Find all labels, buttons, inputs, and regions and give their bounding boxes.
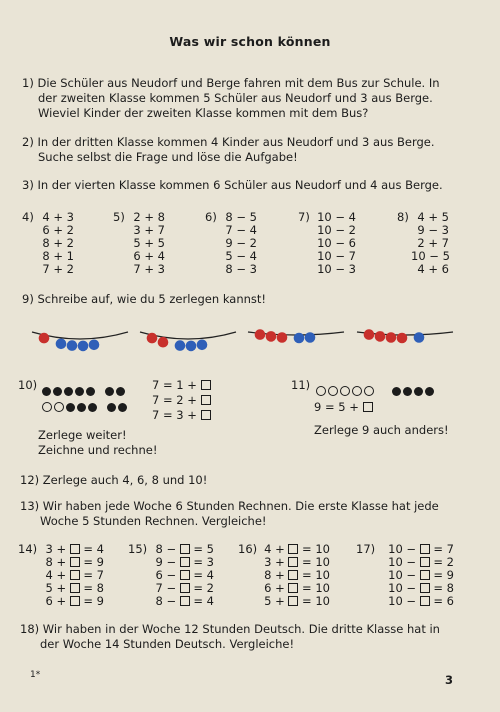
answer-box (420, 544, 430, 554)
page-number: 3 (445, 673, 454, 687)
answer-box (288, 544, 298, 554)
sum-row: 8 + 2 (42, 236, 74, 250)
red-bead (364, 329, 375, 340)
answer-box (180, 596, 190, 606)
sum-row: 10 − 2 (317, 223, 356, 237)
task-10-dots-row-2 (42, 397, 129, 416)
equation-right: = 4 (189, 594, 214, 608)
equation-right: = 9 (79, 555, 104, 569)
equation-left: 8 + (264, 568, 289, 582)
task-7-label: 7) (298, 210, 310, 224)
equation-right: = 8 (429, 581, 454, 595)
answer-box (70, 570, 80, 580)
sum-row: 5 + 5 (133, 236, 165, 250)
sum-row: 6 + 2 (42, 223, 74, 237)
bead-strings (0, 318, 500, 364)
answer-box (420, 570, 430, 580)
equation-right: = 4 (79, 542, 104, 556)
equation-right: = 10 (298, 555, 330, 569)
answer-box (70, 557, 80, 567)
task-2-line: Suche selbst die Frage und löse die Aufgabe! (38, 150, 298, 164)
blue-bead (67, 340, 78, 351)
sum-row: 6 + 4 (133, 249, 165, 263)
equation-right: = 7 (79, 568, 104, 582)
equation-right: = 5 (189, 542, 214, 556)
task-10-instructions (38, 428, 157, 458)
sum-row: 3 + 7 (133, 223, 165, 237)
equation-right: = 10 (298, 581, 330, 595)
sum-row: 2 + 8 (133, 210, 165, 224)
task-3: 3) In der vierten Klasse kommen 6 Schüler aus Neudorf und 4 aus Berge. (22, 178, 443, 192)
equation: 7 = 2 + (152, 393, 211, 408)
equation (378, 595, 454, 608)
equation: 7 = 3 + (152, 408, 211, 423)
blue-bead (89, 340, 100, 351)
blue-bead (175, 340, 186, 351)
print-mark: 1* (30, 670, 41, 680)
task-18-line: 18) Wir haben in der Woche 12 Stunden Deutsch. Die dritte Klasse hat in (20, 622, 440, 636)
task-6-label: 6) (205, 210, 217, 224)
equation-right: = 8 (79, 581, 104, 595)
task-7 (298, 211, 356, 276)
sum-row: 8 − 5 (225, 210, 257, 224)
task-11-equation: 9 = 5 + (314, 400, 373, 415)
equation-right: = 7 (429, 542, 454, 556)
equation-left: 10 − (388, 555, 420, 569)
sum-row: 7 − 4 (225, 223, 257, 237)
task-1-line: der zweiten Klasse kommen 5 Schüler aus Neudorf und 3 aus Berge. (38, 91, 433, 105)
equation-right: = 10 (298, 568, 330, 582)
equation-left: 5 + (264, 594, 289, 608)
equation-left: 7 − (155, 581, 180, 595)
equation-left: 10 − (388, 542, 420, 556)
answer-box (201, 380, 211, 390)
task-4-label: 4) (22, 210, 34, 224)
sum-row: 8 − 3 (225, 262, 257, 276)
task-18-line: der Woche 14 Stunden Deutsch. Vergleiche! (40, 637, 295, 651)
red-bead (375, 331, 386, 342)
answer-box (180, 583, 190, 593)
red-bead (266, 331, 277, 342)
answer-box (420, 596, 430, 606)
equation-right: = 10 (298, 542, 330, 556)
sum-row: 5 − 4 (225, 249, 257, 263)
task-16 (238, 543, 330, 608)
equation-left: 8 + (45, 555, 70, 569)
equation-left: 3 + (45, 542, 70, 556)
equation-left: 8 − (155, 594, 180, 608)
task-10-equations (152, 378, 211, 423)
answer-box (288, 596, 298, 606)
equation (150, 595, 214, 608)
task-1 (22, 76, 440, 121)
red-bead (255, 329, 266, 340)
equation-left: 10 − (388, 568, 420, 582)
blue-bead (305, 332, 316, 343)
answer-box (70, 583, 80, 593)
blue-bead (197, 340, 208, 351)
sum-row: 10 − 6 (317, 236, 356, 250)
equation-left: 3 + (264, 555, 289, 569)
answer-box (288, 570, 298, 580)
equation-right: = 4 (189, 568, 214, 582)
red-bead (386, 332, 397, 343)
sum-row: 7 + 2 (42, 262, 74, 276)
sum-row: 7 + 3 (133, 262, 165, 276)
answer-box (288, 583, 298, 593)
blue-bead (414, 332, 425, 343)
equation-left: 4 + (264, 542, 289, 556)
instruction-line: Zerlege weiter! (38, 428, 127, 442)
red-bead (277, 332, 288, 343)
task-15 (128, 543, 214, 608)
answer-box (420, 583, 430, 593)
equation-right: = 9 (429, 568, 454, 582)
instruction-line: Zeichne und rechne! (38, 443, 158, 457)
task-label: 14) (18, 542, 38, 556)
task-17 (356, 543, 454, 608)
task-label: 16) (238, 542, 258, 556)
task-9: 9) Schreibe auf, wie du 5 zerlegen kannst! (22, 292, 267, 306)
task-12: 12) Zerlege auch 4, 6, 8 und 10! (20, 473, 208, 487)
answer-box (70, 596, 80, 606)
equation-right: = 2 (189, 581, 214, 595)
equation-right: = 6 (429, 594, 454, 608)
task-18 (20, 622, 440, 652)
equation-right: = 2 (429, 555, 454, 569)
red-bead (158, 337, 169, 348)
equation (260, 595, 330, 608)
task-11-label: 11) (291, 378, 311, 392)
task-label: 15) (128, 542, 148, 556)
task-11-instruction: Zerlege 9 auch anders! (314, 423, 449, 437)
blue-bead (186, 341, 197, 352)
sum-row: 9 − 2 (225, 236, 257, 250)
equation-left: 10 − (388, 581, 420, 595)
task-6 (205, 211, 257, 276)
sum-row: 9 − 3 (417, 223, 449, 237)
sum-row: 8 + 1 (42, 249, 74, 263)
blue-bead (294, 333, 305, 344)
answer-box (420, 557, 430, 567)
equation-left: 10 − (388, 594, 420, 608)
answer-box (180, 544, 190, 554)
task-5 (113, 211, 165, 276)
task-5-label: 5) (113, 210, 125, 224)
task-2 (22, 135, 435, 165)
answer-box (201, 410, 211, 420)
task-8-label: 8) (397, 210, 409, 224)
blue-bead (56, 339, 67, 350)
equation-right: = 10 (298, 594, 330, 608)
equation-left: 6 − (155, 568, 180, 582)
equation-left: 8 − (155, 542, 180, 556)
equation-left: 6 + (45, 594, 70, 608)
task-8 (397, 211, 449, 276)
sum-row: 4 + 3 (42, 210, 74, 224)
task-13-line: 13) Wir haben jede Woche 6 Stunden Rechnen. Die erste Klasse hat jede (20, 499, 439, 513)
task-11-dots (316, 381, 436, 400)
task-1-line: Wieviel Kinder der zweiten Klasse kommen mit dem Bus? (38, 106, 369, 120)
equation-left: 9 − (155, 555, 180, 569)
sum-row: 10 − 3 (317, 262, 356, 276)
equation-left: 6 + (264, 581, 289, 595)
sum-row: 4 + 5 (417, 210, 449, 224)
answer-box (288, 557, 298, 567)
equation (40, 595, 104, 608)
task-13-line: Woche 5 Stunden Rechnen. Vergleiche! (40, 514, 267, 528)
answer-box (363, 402, 373, 412)
task-4 (22, 211, 74, 276)
task-14 (18, 543, 104, 608)
equation-left: 5 + (45, 581, 70, 595)
answer-box (201, 395, 211, 405)
page-title: Was wir schon können (169, 34, 331, 49)
blue-bead (78, 341, 89, 352)
answer-box (70, 544, 80, 554)
red-bead (147, 333, 158, 344)
sum-row: 2 + 7 (417, 236, 449, 250)
sum-row: 4 + 6 (417, 262, 449, 276)
sum-row: 10 − 5 (411, 249, 450, 263)
task-10-label: 10) (18, 378, 38, 392)
task-2-line: 2) In der dritten Klasse kommen 4 Kinder aus Neudorf und 3 aus Berge. (22, 135, 435, 149)
answer-box (180, 570, 190, 580)
task-13 (20, 499, 439, 529)
sum-row: 10 − 4 (317, 210, 356, 224)
sum-row: 10 − 7 (317, 249, 356, 263)
equation-right: = 3 (189, 555, 214, 569)
equation: 7 = 1 + (152, 378, 211, 393)
equation-left: 4 + (45, 568, 70, 582)
red-bead (39, 333, 50, 344)
task-1-line: 1) Die Schüler aus Neudorf und Berge fahren mit dem Bus zur Schule. In (22, 76, 440, 90)
red-bead (397, 333, 408, 344)
equation-right: = 9 (79, 594, 104, 608)
task-label: 17) (356, 542, 376, 556)
answer-box (180, 557, 190, 567)
